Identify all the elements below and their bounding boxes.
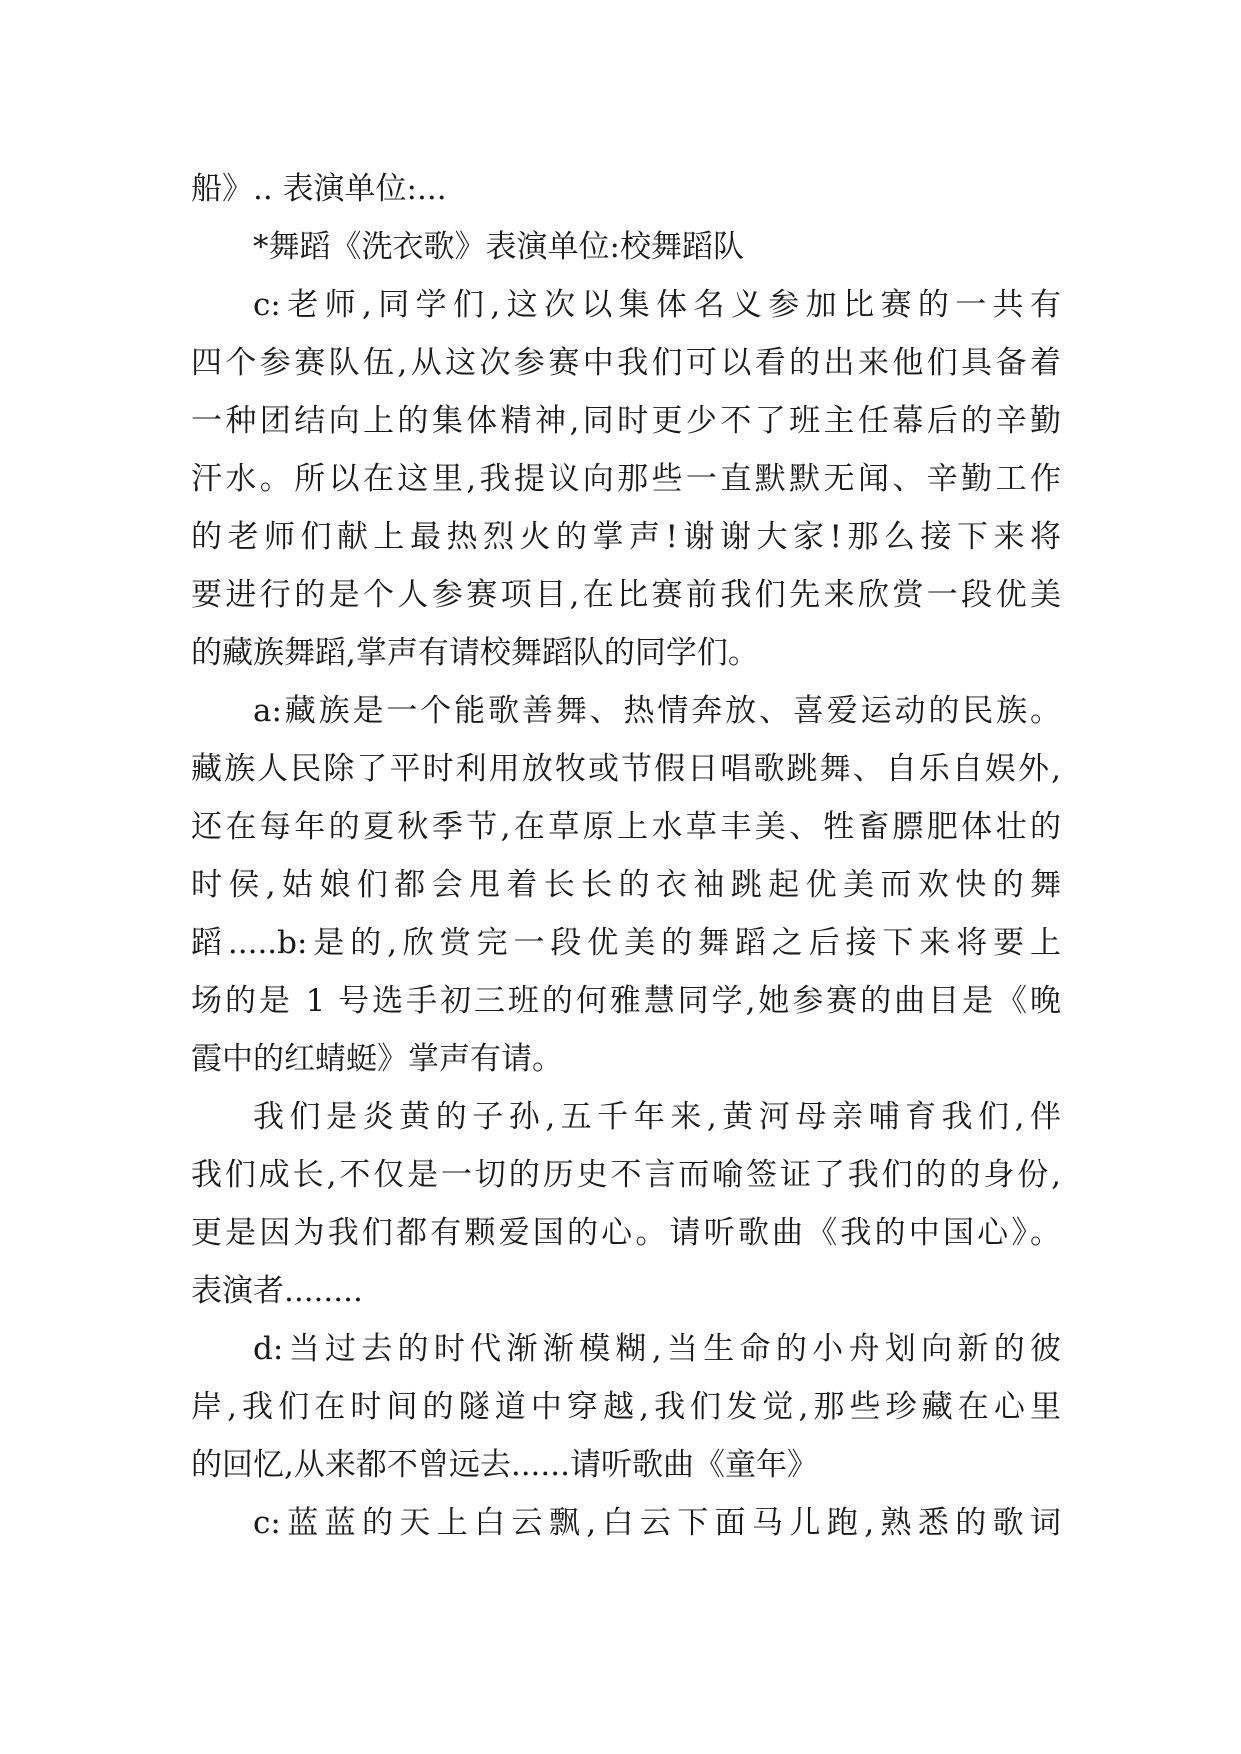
text-line: d:当过去的时代渐渐模糊,当生命的小舟划向新的彼 <box>253 1331 1061 1367</box>
text-line: 船》.. 表演单位:... <box>191 171 447 207</box>
text-line: 霞中的红蜻蜓》掌声有请。 <box>191 1041 563 1077</box>
text-line: 还在每年的夏秋季节,在草原上水草丰美、牲畜膘肥体壮的 <box>191 809 1061 845</box>
text-line: 的老师们献上最热烈火的掌声!谢谢大家!那么接下来将 <box>191 519 1061 555</box>
text-line: 更是因为我们都有颗爱国的心。请听歌曲《我的中国心》。 <box>191 1215 1061 1251</box>
text-line: 的藏族舞蹈,掌声有请校舞蹈队的同学们。 <box>191 635 759 671</box>
text-line: 四个参赛队伍,从这次参赛中我们可以看的出来他们具备着 <box>191 345 1061 381</box>
document-body-text <box>191 160 1061 1552</box>
text-line: 我们成长,不仅是一切的历史不言而喻签证了我们的的身份, <box>191 1157 1061 1193</box>
text-line: 的回忆,从来都不曾远去......请听歌曲《童年》 <box>191 1447 818 1483</box>
text-line: 表演者........ <box>191 1273 363 1309</box>
text-line: 一种团结向上的集体精神,同时更少不了班主任幕后的辛勤 <box>191 403 1061 439</box>
text-line: 我们是炎黄的子孙,五千年来,黄河母亲哺育我们,伴 <box>253 1099 1061 1135</box>
text-line: c:蓝蓝的天上白云飘,白云下面马儿跑,熟悉的歌词 <box>253 1505 1061 1541</box>
text-line: 汗水。所以在这里,我提议向那些一直默默无闻、辛勤工作 <box>191 461 1061 497</box>
text-line: 要进行的是个人参赛项目,在比赛前我们先来欣赏一段优美 <box>191 577 1061 613</box>
text-line: a:藏族是一个能歌善舞、热情奔放、喜爱运动的民族。 <box>253 693 1061 729</box>
text-line: 蹈.....b:是的,欣赏完一段优美的舞蹈之后接下来将要上 <box>191 925 1061 961</box>
text-line: *舞蹈《洗衣歌》表演单位:校舞蹈队 <box>253 229 744 265</box>
text-line: 场的是 1 号选手初三班的何雅慧同学,她参赛的曲目是《晚 <box>191 983 1061 1019</box>
text-line: 时侯,姑娘们都会甩着长长的衣袖跳起优美而欢快的舞 <box>191 867 1061 903</box>
text-line: 岸,我们在时间的隧道中穿越,我们发觉,那些珍藏在心里 <box>191 1389 1061 1425</box>
text-line: 藏族人民除了平时利用放牧或节假日唱歌跳舞、自乐自娱外, <box>191 751 1061 787</box>
text-line: c:老师,同学们,这次以集体名义参加比赛的一共有 <box>253 287 1061 323</box>
